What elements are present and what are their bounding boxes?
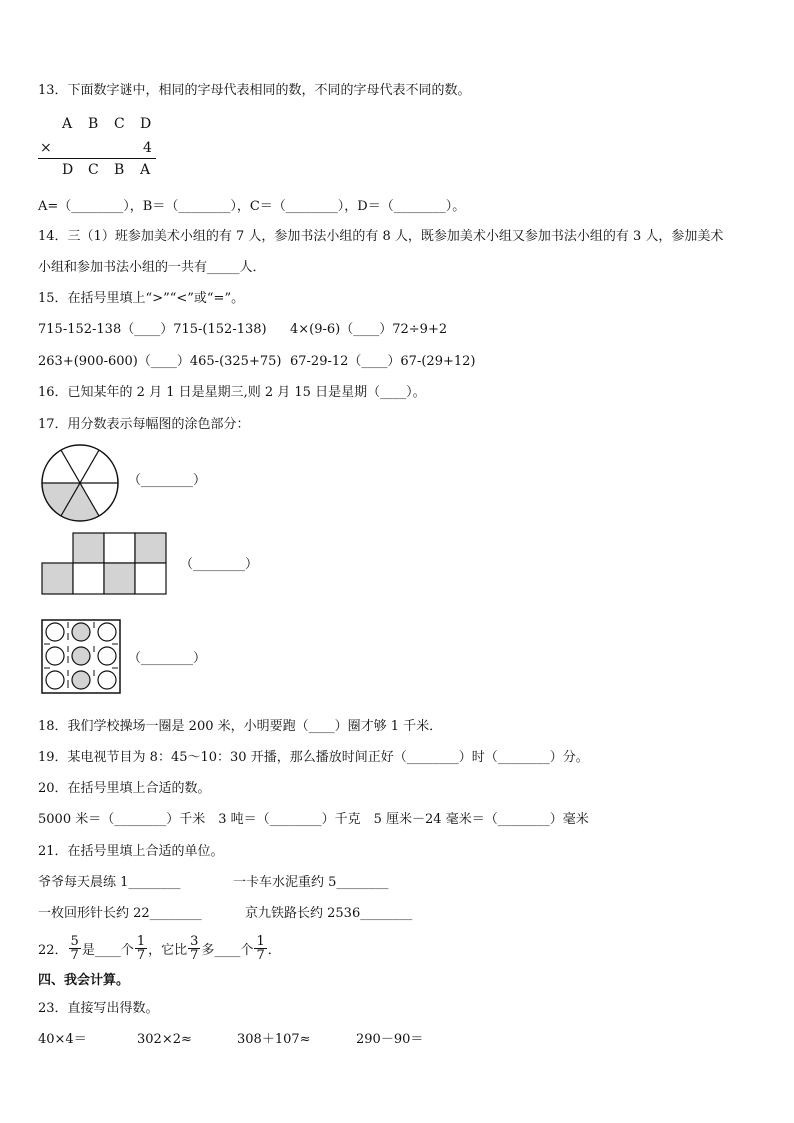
q14-line1: 14．三（1）班参加美术小组的有 7 人，参加书法小组的有 8 人，既参加美术小组又参加书法小组的有 3 人，参加美术 xyxy=(38,229,724,244)
q22-text1: 是____个 xyxy=(81,942,134,958)
q17-blank1: （________） xyxy=(128,473,207,488)
fraction-numerator: 3 xyxy=(190,933,199,949)
grid-cell-top-2 xyxy=(104,533,135,563)
fraction-numerator: 5 xyxy=(70,933,79,949)
q13-puzzle-row1 xyxy=(62,116,160,132)
q22-text4: ． xyxy=(267,942,281,958)
q17-text: 17．用分数表示每幅图的涂色部分： xyxy=(38,417,250,432)
q15-row1-right: 4×(9-6)（____）72÷9+2 xyxy=(290,322,448,337)
q21-b: 一卡车水泥重约 5________ xyxy=(233,875,389,890)
circle-figure xyxy=(38,443,122,523)
q13-puzzle-row3 xyxy=(62,162,160,178)
q18-text: 18．我们学校操场一圈是 200 米，小明要跑（____）圈才够 1 千米． xyxy=(38,719,443,734)
digit-d-result: D xyxy=(62,162,74,178)
q23-item-1: 40×4＝ xyxy=(38,1032,87,1047)
q17-blank2: （________） xyxy=(180,557,259,572)
q23-item-3: 308＋107≈ xyxy=(237,1032,311,1047)
q15-row1-left: 715-152-138（____）715-(152-138) xyxy=(38,322,267,337)
dots-figure xyxy=(40,618,124,696)
digit-a: A xyxy=(62,116,73,132)
q23-item-4: 290－90＝ xyxy=(356,1032,424,1047)
grid-cell-bottom-1 xyxy=(42,563,73,594)
dot-2 xyxy=(72,623,90,641)
q23-text: 23．直接写出得数。 xyxy=(38,1001,159,1016)
fraction-numerator: 1 xyxy=(256,933,265,949)
fraction-3-7 xyxy=(188,935,200,962)
q22-prefix: 22． xyxy=(38,942,68,958)
grid-cell-top-1 xyxy=(73,533,104,563)
grid-cell-bottom-4 xyxy=(135,563,166,594)
times-sign: × xyxy=(40,140,52,156)
digit-d: D xyxy=(140,116,152,132)
fraction-numerator: 1 xyxy=(136,933,146,949)
q21-d: 京九铁路长约 2536________ xyxy=(245,906,413,921)
q22-line xyxy=(38,930,281,966)
q13-text: 13．下面数字谜中，相同的字母代表相同的数，不同的字母代表不同的数。 xyxy=(38,83,471,98)
q20-text: 20．在括号里填上合适的数。 xyxy=(38,781,211,796)
digit-c-result: C xyxy=(88,162,99,178)
q21-c: 一枚回形针长约 22________ xyxy=(38,906,202,921)
digit-c: C xyxy=(114,116,125,132)
dot-1 xyxy=(46,623,64,641)
fraction-5-7 xyxy=(69,935,81,962)
dot-3 xyxy=(98,623,116,641)
q21-text: 21．在括号里填上合适的单位。 xyxy=(38,844,224,859)
dot-5 xyxy=(72,647,90,665)
q15-text: 15．在括号里填上“>”“<”或“=”。 xyxy=(38,291,245,306)
q14-line2: 小组和参加书法小组的一共有_____人． xyxy=(38,260,266,275)
multiplier: 4 xyxy=(143,140,152,156)
q13-answers: A=（________），B＝（________），C＝（________），D＝（________）。 xyxy=(38,199,466,214)
dot-9 xyxy=(98,671,116,689)
fraction-denominator: 7 xyxy=(256,947,265,963)
digit-b-result: B xyxy=(114,162,125,178)
digit-a-result: A xyxy=(140,162,151,178)
q15-row2-right: 67-29-12（____）67-(29+12) xyxy=(290,354,476,369)
q16-text: 16．已知某年的 2 月 1 日是星期三,则 2 月 15 日是星期（____）。 xyxy=(38,385,426,400)
grid-figure xyxy=(40,532,170,596)
grid-cell-bottom-2 xyxy=(73,563,104,594)
fraction-denominator: 7 xyxy=(70,947,79,963)
fraction-denominator: 7 xyxy=(190,947,199,963)
q17-blank3: （________） xyxy=(128,651,207,666)
dot-4 xyxy=(46,647,64,665)
dot-6 xyxy=(98,647,116,665)
fraction-1-7-b xyxy=(254,935,266,962)
section-title: 四、我会计算。 xyxy=(38,973,130,988)
fraction-1-7-a xyxy=(135,935,147,962)
q22-text3: 多____个 xyxy=(201,942,254,958)
digit-b: B xyxy=(88,116,99,132)
grid-cell-top-3 xyxy=(135,533,166,563)
puzzle-rule xyxy=(38,158,156,159)
dot-8 xyxy=(72,671,90,689)
q20-line: 5000 米＝（________）千米 3 吨＝（________）千克 5 厘米－24 毫米＝（________）毫米 xyxy=(38,812,589,827)
grid-cell-bottom-3 xyxy=(104,563,135,594)
q21-a: 爷爷每天晨练 1________ xyxy=(38,875,181,890)
q15-row2-left: 263+(900-600)（____）465-(325+75) xyxy=(38,354,282,369)
q19-text: 19．某电视节目为 8：45～10：30 开播，那么播放时间正好（________）时（________）分。 xyxy=(38,750,589,765)
q23-item-2: 302×2≈ xyxy=(137,1032,192,1047)
dot-7 xyxy=(46,671,64,689)
q22-text2: ，它比 xyxy=(148,942,188,958)
fraction-denominator: 7 xyxy=(136,947,146,963)
